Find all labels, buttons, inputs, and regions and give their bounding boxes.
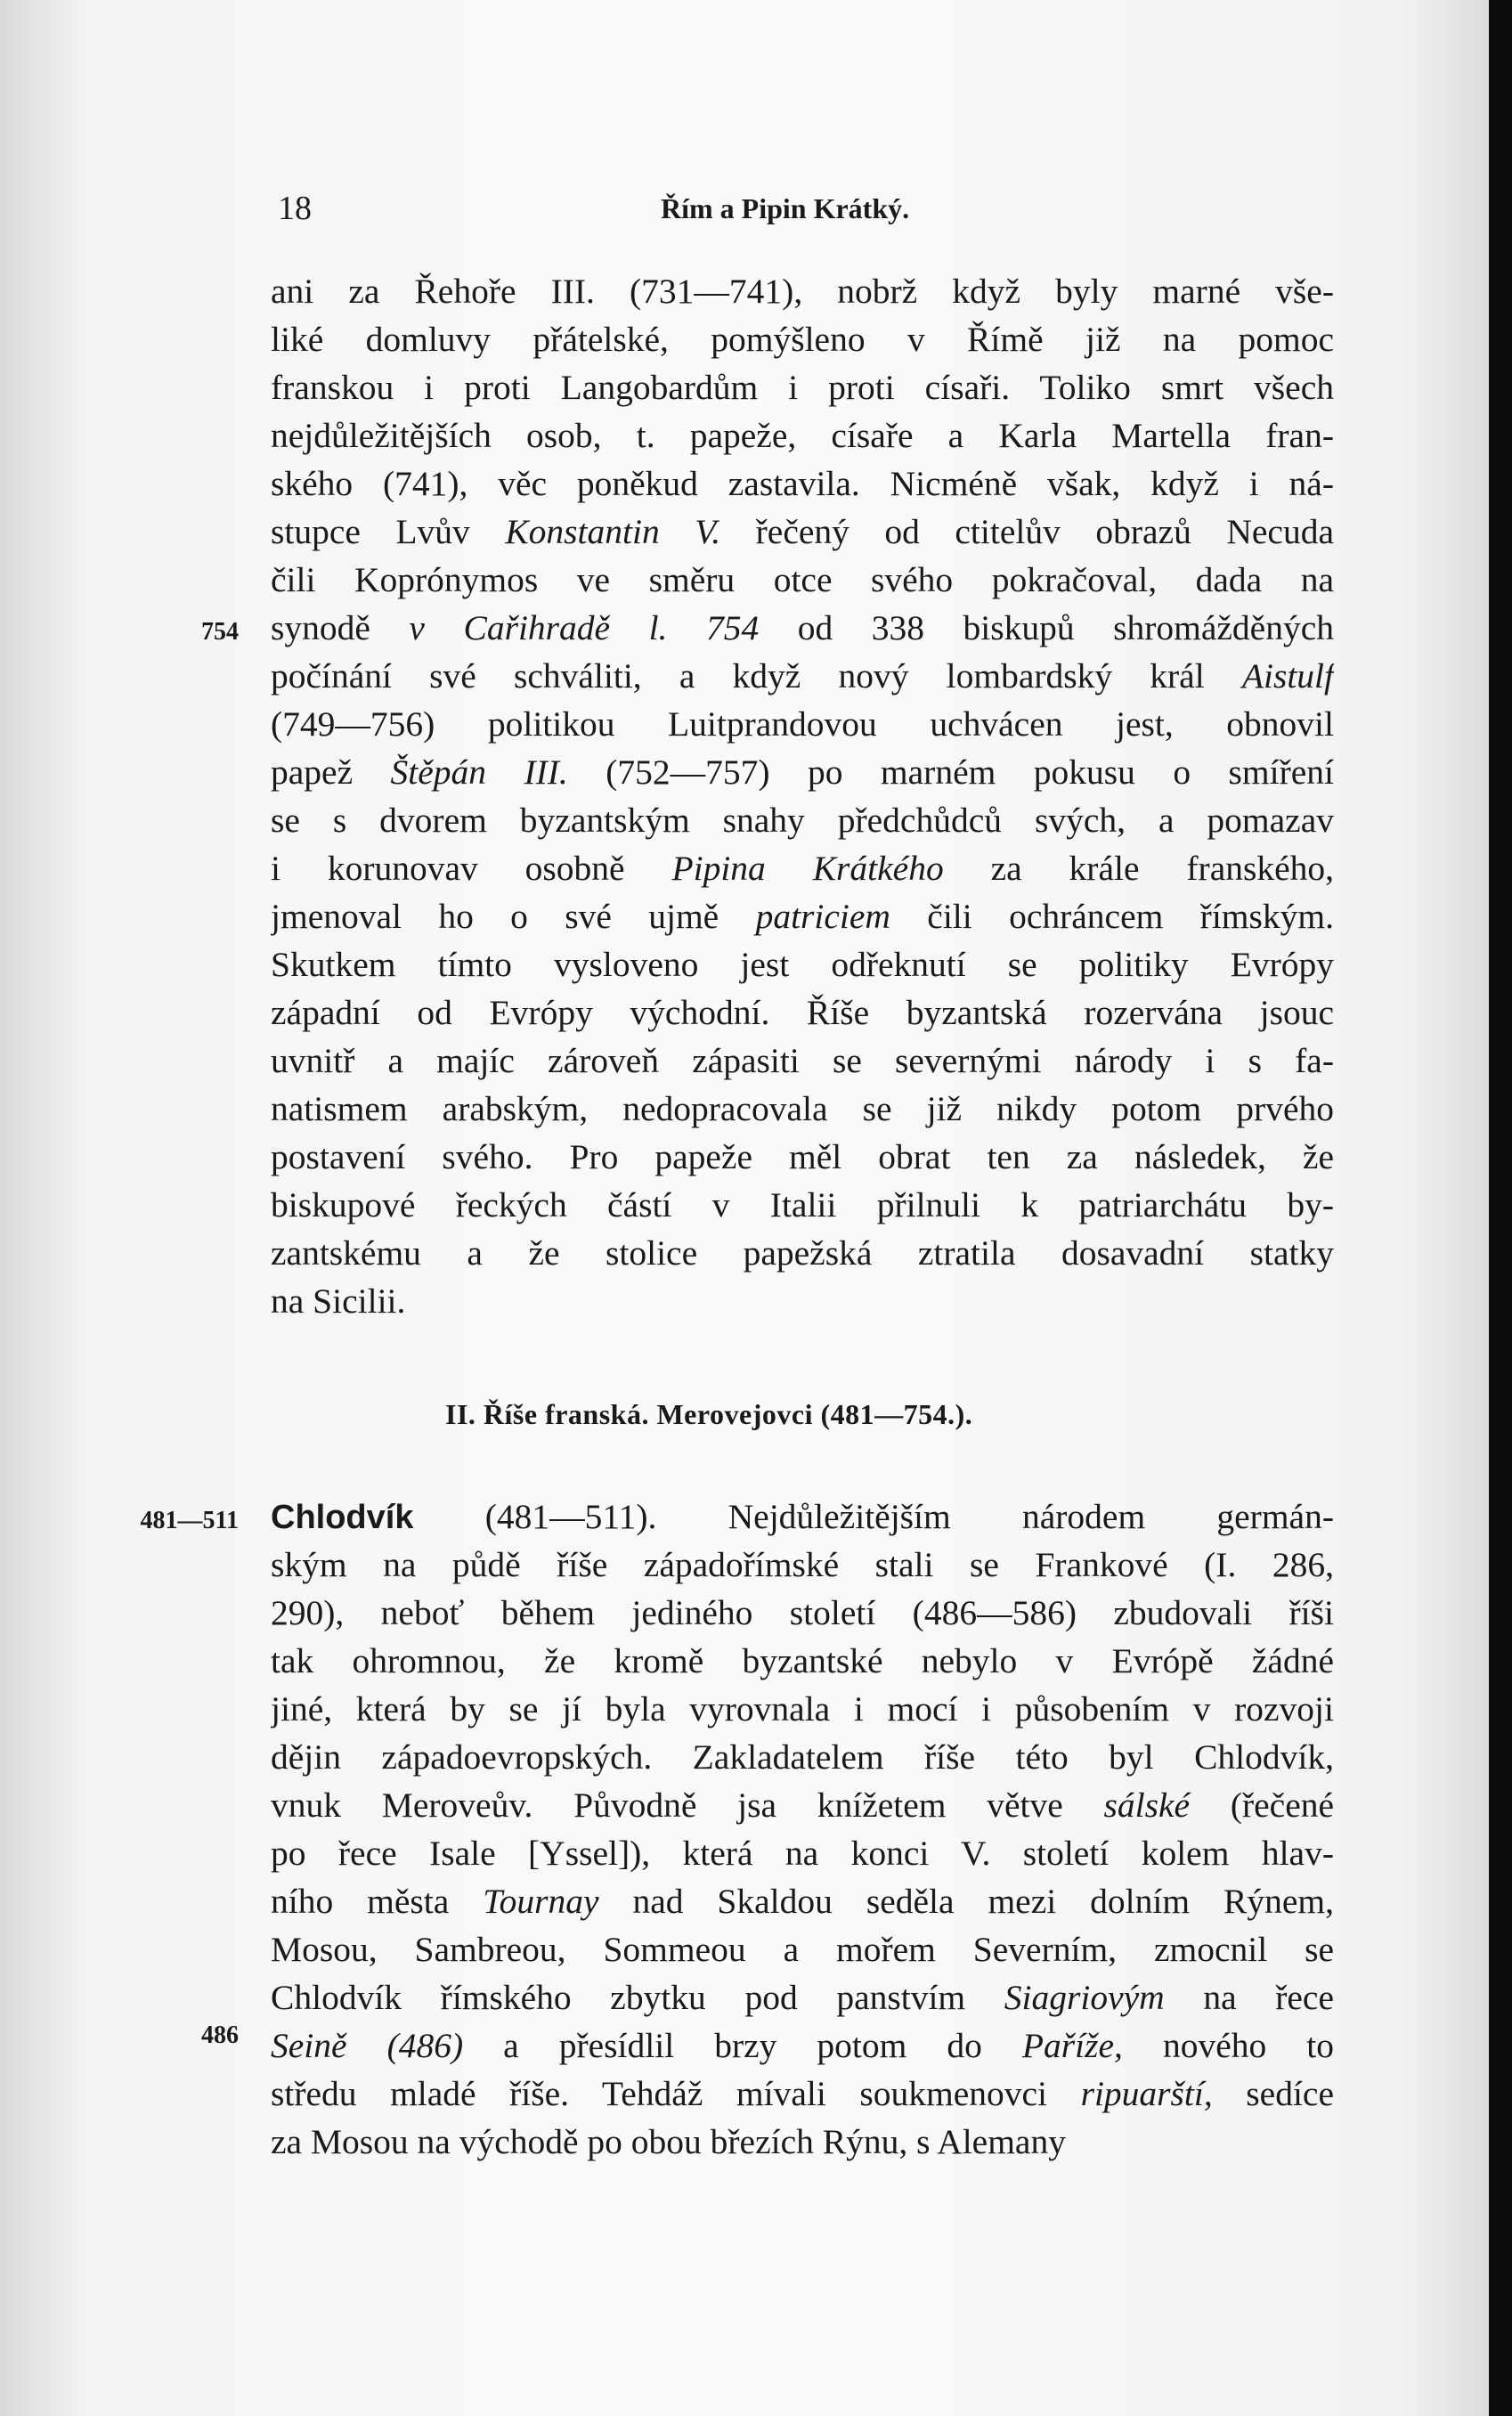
text-span: jiné, která by se jí byla vyrovnala i mocí i působením v rozvoji bbox=[271, 1689, 1334, 1729]
text-line bbox=[271, 1229, 1334, 1277]
page-number: 18 bbox=[278, 190, 312, 227]
text-line bbox=[271, 1589, 1334, 1637]
text-span: na řece bbox=[1164, 1978, 1334, 2017]
text-line bbox=[271, 1637, 1334, 1685]
bold-name: Chlodvík bbox=[271, 1499, 414, 1536]
italic-term: Pipina Krátkého bbox=[671, 849, 944, 888]
text-span: řečený od ctitelův obrazů Necuda bbox=[720, 512, 1334, 551]
text-span: ani za Řehoře III. (731—741), nobrž když byly marné vše- bbox=[271, 272, 1334, 311]
text-span: synodě bbox=[271, 608, 410, 647]
text-line bbox=[271, 1493, 1334, 1541]
text-span: a přesídlil brzy potom do bbox=[463, 2026, 1022, 2065]
section-2-text bbox=[271, 1493, 1334, 2166]
text-span: za krále franského, bbox=[943, 849, 1334, 888]
italic-term: sálské bbox=[1103, 1786, 1191, 1825]
text-span: za Mosou na východě po obou březích Rýnu, s Alemany bbox=[271, 2122, 1066, 2161]
section-title: II. Říše franská. Merovejovci (481—754.). bbox=[445, 1398, 973, 1430]
text-line bbox=[271, 988, 1334, 1037]
text-span: zantskému a že stolice papežská ztratila dosavadní statky bbox=[271, 1233, 1334, 1273]
text-span: počínání své schváliti, a když nový lombardský král bbox=[271, 656, 1242, 696]
text-span: liké domluvy přátelské, pomýšleno v Římě již na pomoc bbox=[271, 320, 1334, 359]
text-span: biskupové řeckých částí v Italii přilnuli k patriarchátu by- bbox=[271, 1185, 1334, 1224]
text-span: čili Koprónymos ve směru otce svého pokračoval, dada na bbox=[271, 560, 1334, 599]
text-line bbox=[271, 1085, 1334, 1133]
text-span: (749—756) politikou Luitprandovou uchvácen jest, obnovil bbox=[271, 704, 1334, 744]
text-span: (752—757) po marném pokusu o smíření bbox=[567, 752, 1334, 792]
text-line bbox=[271, 2021, 1334, 2070]
text-line bbox=[271, 508, 1334, 556]
text-span: uvnitř a majíc zároveň zápasiti se severnými národy i s fa- bbox=[271, 1041, 1334, 1080]
italic-term: Tournay bbox=[483, 1882, 599, 1921]
text-line bbox=[271, 1877, 1334, 1925]
italic-term: Seině (486) bbox=[271, 2026, 464, 2065]
text-span: dějin západoevropských. Zakladatelem říše této byl Chlodvík, bbox=[271, 1737, 1334, 1777]
text-line bbox=[271, 1277, 1334, 1325]
italic-term: v Cařihradě l. 754 bbox=[409, 608, 760, 647]
italic-term: Štěpán III. bbox=[390, 752, 568, 792]
text-span: ského (741), věc poněkud zastavila. Nicméně však, když i ná- bbox=[271, 464, 1334, 503]
text-line bbox=[271, 411, 1334, 460]
text-line bbox=[271, 796, 1334, 844]
text-span: západní od Evrópy východní. Říše byzantská rozervána jsouc bbox=[271, 993, 1334, 1032]
italic-term: Siagriovým bbox=[1004, 1978, 1165, 2017]
text-line bbox=[271, 604, 1334, 652]
text-line bbox=[271, 940, 1334, 988]
text-span: čili ochráncem římským. bbox=[890, 897, 1334, 936]
text-line bbox=[271, 267, 1334, 315]
text-span: středu mladé říše. Tehdáž mívali soukmenovci bbox=[271, 2074, 1081, 2113]
text-line bbox=[271, 2118, 1334, 2166]
text-span: stupce Lvův bbox=[271, 512, 506, 551]
text-span: Chlodvík římského zbytku pod panstvím bbox=[271, 1978, 1004, 2017]
text-line bbox=[271, 460, 1334, 508]
text-span: Mosou, Sambreou, Sommeou a mořem Severním, zmocnil se bbox=[271, 1930, 1334, 1969]
text-line bbox=[271, 1925, 1334, 1973]
text-span: od 338 biskupů shromážděných bbox=[759, 608, 1334, 647]
text-span: ským na půdě říše západořímské stali se Frankové (I. 286, bbox=[271, 1545, 1334, 1584]
text-line bbox=[271, 1829, 1334, 1877]
text-span: ního města bbox=[271, 1882, 484, 1921]
text-span: papež bbox=[271, 752, 391, 792]
italic-term: ripuarští, bbox=[1080, 2074, 1213, 2113]
text-span: tak ohromnou, že kromě byzantské nebylo v Evrópě žádné bbox=[271, 1641, 1334, 1680]
text-line bbox=[271, 2070, 1334, 2118]
margin-note-481-511: 481—511 bbox=[140, 1507, 239, 1534]
text-span: nového to bbox=[1122, 2026, 1334, 2065]
text-line bbox=[271, 1685, 1334, 1733]
text-span: Skutkem tímto vysloveno jest odřeknutí se politiky Evrópy bbox=[271, 945, 1334, 984]
text-span: 290), neboť během jediného století (486—586) zbudovali říši bbox=[271, 1593, 1334, 1632]
text-line bbox=[271, 700, 1334, 748]
text-span: franskou i proti Langobardům i proti císaři. Toliko smrt všech bbox=[271, 368, 1334, 407]
text-span: vnuk Meroveův. Původně jsa knížetem větve bbox=[271, 1786, 1104, 1825]
text-line bbox=[271, 1541, 1334, 1589]
text-line bbox=[271, 1781, 1334, 1829]
text-line bbox=[271, 556, 1334, 604]
text-span: i korunovav osobně bbox=[271, 849, 672, 888]
italic-term: Konstantin V. bbox=[505, 512, 721, 551]
italic-term: Aistulf bbox=[1241, 656, 1334, 696]
text-line bbox=[271, 1037, 1334, 1085]
text-line bbox=[271, 844, 1334, 892]
text-span: (481—511). Nejdůležitějším národem germán- bbox=[413, 1497, 1334, 1536]
text-span: postavení svého. Pro papeže měl obrat ten za následek, že bbox=[271, 1137, 1334, 1176]
margin-note-486: 486 bbox=[201, 2021, 239, 2049]
text-line bbox=[271, 892, 1334, 940]
running-title: Řím a Pipin Krátký. bbox=[661, 192, 910, 224]
text-span: sedíce bbox=[1212, 2074, 1334, 2113]
text-line bbox=[271, 652, 1334, 700]
text-line bbox=[271, 363, 1334, 411]
text-span: na Sicilii. bbox=[271, 1281, 406, 1321]
text-line bbox=[271, 748, 1334, 796]
margin-note-754: 754 bbox=[201, 618, 239, 646]
text-line bbox=[271, 1733, 1334, 1781]
text-span: po řece Isale [Yssel]), která na konci V. století kolem hlav- bbox=[271, 1834, 1334, 1873]
section-1-text bbox=[271, 267, 1334, 1325]
text-span: nad Skaldou seděla mezi dolním Rýnem, bbox=[598, 1882, 1334, 1921]
text-span: nejdůležitějších osob, t. papeže, císaře a Karla Martella fran- bbox=[271, 416, 1334, 455]
italic-term: patriciem bbox=[755, 897, 890, 936]
text-line bbox=[271, 1133, 1334, 1181]
text-span: se s dvorem byzantským snahy předchůdců svých, a pomazav bbox=[271, 801, 1334, 840]
text-line bbox=[271, 315, 1334, 363]
text-span: jmenoval ho o své ujmě bbox=[271, 897, 756, 936]
text-span: natismem arabským, nedopracovala se již nikdy potom prvého bbox=[271, 1089, 1334, 1128]
italic-term: Paříže, bbox=[1021, 2026, 1123, 2065]
text-span: (řečené bbox=[1190, 1786, 1334, 1825]
text-line bbox=[271, 1181, 1334, 1229]
text-line bbox=[271, 1973, 1334, 2021]
page-header bbox=[278, 189, 1329, 233]
